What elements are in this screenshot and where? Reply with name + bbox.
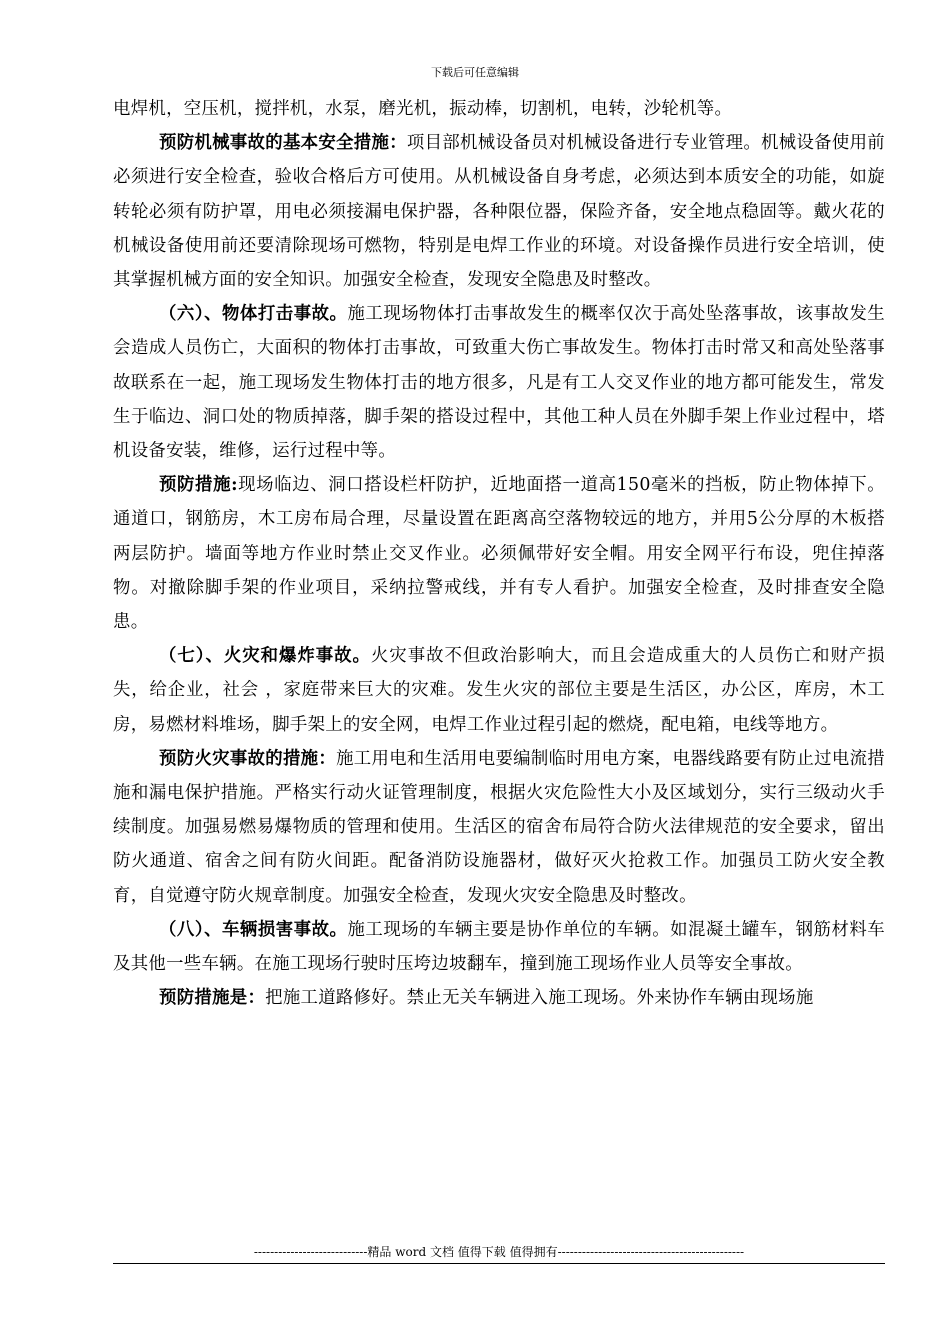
paragraph-lead: 预防机械事故的基本安全措施： <box>159 133 407 154</box>
paragraph-lead: （七）、火灾和爆炸事故。 <box>159 646 371 667</box>
footer-rule <box>113 1263 885 1264</box>
paragraph-text: 现场临边、洞口搭设栏杆防护，近地面搭一道高150毫米的挡板，防止物体掉下。通道口，钢筋房，木工房布局合理，尽量设置在距离高空落物较远的地方，并用5公分厚的木板搭两层防护。墙面等地方作业时禁止交叉作业。必须佩带好安全帽。用安全网平行布设，兜住掉落物。对撤除脚手架的作业项目，采纳拉警戒线，并有专人看护。加强安全检查，及时排查安全隐患。 <box>113 475 886 633</box>
paragraph-4 <box>113 468 885 639</box>
paragraph-text: 施工现场物体打击事故发生的概率仅次于高处坠落事故，该事故发生会造成人员伤亡，大面积的物体打击事故，可致重大伤亡事故发生。物体打击时常又和高处坠落事故联系在一起，施工现场发生物体打击的地方很多，凡是有工人交叉作业的地方都可能发生，常发生于临边、洞口处的物质掉落，脚手架的搭设过程中，其他工种人员在外脚手架上作业过程中，塔机设备安装，维修，运行过程中等。 <box>113 304 885 462</box>
page-header: 下载后可任意编辑 <box>431 66 519 79</box>
paragraph-text: 项目部机械设备员对机械设备进行专业管理。机械设备使用前必须进行安全检查，验收合格后方可使用。从机械设备自身考虑，必须达到本质安全的功能，如旋转轮必须有防护罩，用电必须接漏电保护器，各种限位器，保险齐备，安全地点稳固等。戴火花的机械设备使用前还要清除现场可燃物，特别是电焊工作业的环境。对设备操作员进行安全培训，使其掌握机械方面的安全知识。加强安全检查，发现安全隐患及时整改。 <box>113 133 885 291</box>
paragraph-text: 施工现场的车辆主要是协作单位的车辆。如混凝土罐车，钢筋材料车及其他一些车辆。在施工现场行驶时压垮边坡翻车，撞到施工现场作业人员等安全事故。 <box>113 919 885 975</box>
paragraph-3 <box>113 297 885 468</box>
paragraph-1 <box>113 92 885 126</box>
paragraph-6 <box>113 742 885 913</box>
paragraph-lead: （六）、物体打击事故。 <box>159 304 348 325</box>
paragraph-text: 电焊机，空压机，搅拌机，水泵，磨光机，振动棒，切割机，电转，沙轮机等。 <box>113 99 733 119</box>
paragraph-text: 火灾事故不但政治影响大，而且会造成重大的人员伤亡和财产损失，给企业，社会 ，家庭带来巨大的灾难。发生火灾的部位主要是生活区，办公区，库房，木工房，易燃材料堆场，脚手架上的安全网，电焊工作业过程引起的燃烧，配电箱，电线等地方。 <box>113 646 885 735</box>
paragraph-text: 施工用电和生活用电要编制临时用电方案，电器线路要有防止过电流措施和漏电保护措施。严格实行动火证管理制度，根据火灾危险性大小及区域划分，实行三级动火手续制度。加强易燃易爆物质的管理和使用。生活区的宿舍布局符合防火法律规范的安全要求，留出防火通道、宿舍之间有防火间距。配备消防设施器材，做好灭火抢救工作。加强员工防火安全教育，自觉遵守防火规章制度。加强安全检查，发现火灾安全隐患及时整改。 <box>113 748 885 906</box>
paragraph-8 <box>113 981 885 1015</box>
paragraph-lead: 预防措施是： <box>159 988 266 1009</box>
paragraph-2 <box>113 126 885 297</box>
document-body <box>113 92 885 1015</box>
paragraph-5 <box>113 639 885 742</box>
paragraph-lead: 预防火灾事故的措施： <box>159 748 337 769</box>
paragraph-lead: 预防措施: <box>159 475 238 496</box>
paragraph-text: 把施工道路修好。禁止无关车辆进入施工现场。外来协作车辆由现场施 <box>265 988 814 1009</box>
paragraph-7 <box>113 913 885 981</box>
page-footer: ----------------------------精品 word 文档 值得下载 值得拥有---------------------------------------------- <box>253 1245 745 1259</box>
paragraph-lead: （八）、车辆损害事故。 <box>159 919 348 940</box>
